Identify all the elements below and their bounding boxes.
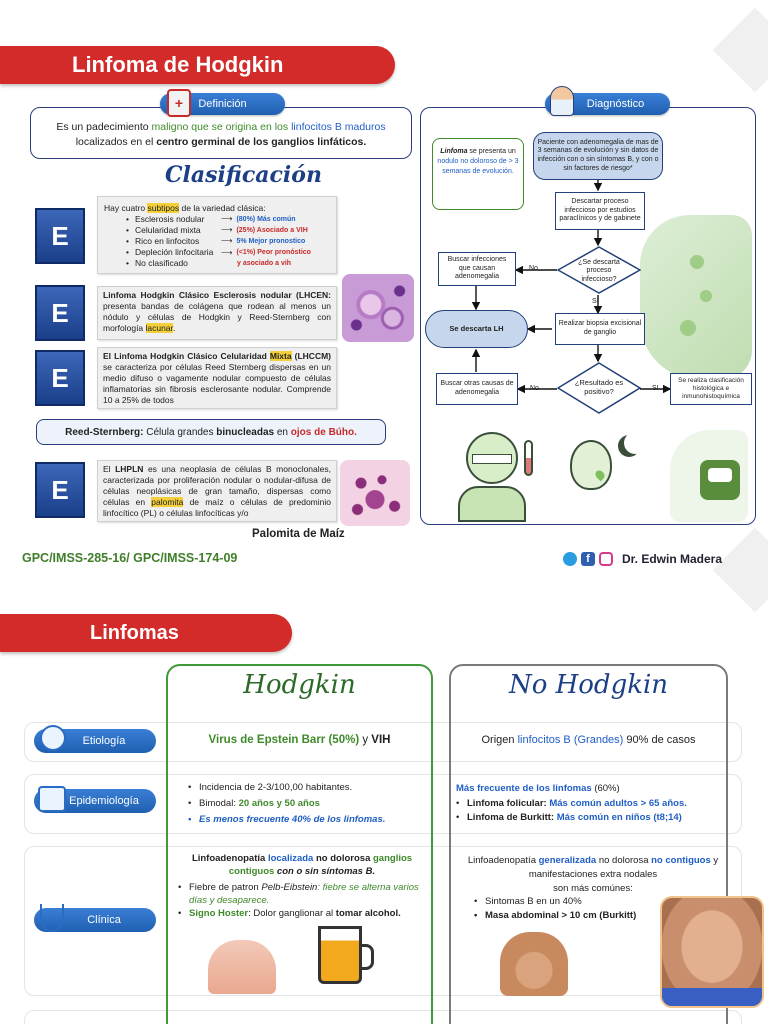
list-item: • Incidencia de 2-3/100,00 habitantes. bbox=[188, 780, 428, 796]
moon-icon bbox=[624, 432, 646, 454]
flow-node-biopsia: Realizar biopsia excisional de ganglio bbox=[555, 313, 645, 345]
subtype-item: • Esclerosis nodular ⟶ (80%) Más común bbox=[126, 214, 296, 225]
popcorn-caption: Palomita de Maíz bbox=[252, 528, 345, 540]
list-item: • Sintomas B en un 40% bbox=[474, 895, 728, 909]
evidence-badge: E bbox=[35, 462, 85, 518]
page-title: Linfoma de Hodgkin bbox=[72, 52, 284, 77]
flow-si-label: SI bbox=[592, 298, 599, 305]
neck-mass-illustration bbox=[500, 932, 568, 996]
subtype-item: • Depleción linfocitaria ⟶ (<1%) Peor pronóstico bbox=[126, 247, 311, 258]
flow-decision-infeccioso bbox=[557, 246, 641, 294]
list-item: • Es menos frecuente 40% de los linfomas. bbox=[188, 812, 428, 828]
beer-handle bbox=[360, 944, 374, 970]
virus-icon bbox=[40, 725, 66, 751]
lhcen-box: Linfoma Hodgkin Clásico Esclerosis nodular (LHCEN: presenta bandas de colágena que rodean al menos un nódulo y células de Hodgkin y Reed-Sternberg con morfología lacunar. bbox=[97, 286, 337, 340]
subtype-item: • No clasificado y asociado a vih bbox=[126, 258, 292, 269]
etiologia-hodgkin: Virus de Epstein Barr (50%) y VIH bbox=[208, 734, 391, 746]
title-banner-linfomas bbox=[0, 614, 292, 652]
instagram-icon[interactable] bbox=[599, 552, 613, 566]
flow-node-descartar: Descartar proceso infeccioso por estudios paraclínicos y de gabinete bbox=[555, 192, 645, 230]
flow-node-otras-causas: Buscar otras causas de adenomegalia bbox=[436, 373, 518, 405]
beer-mug-icon bbox=[318, 926, 362, 984]
flow-si-label: SI bbox=[652, 385, 659, 392]
flow-decision-resultado bbox=[557, 362, 641, 414]
thermometer-icon bbox=[524, 440, 533, 476]
classification-title: Clasificación bbox=[165, 162, 322, 188]
flow-node-clasificacion: Se realiza clasificación histológica e inmunohistoquímica bbox=[670, 373, 752, 405]
list-item: • Fiebre de patron Pelb-Eibstein: fiebre se alterna varios días y desaparece. bbox=[178, 881, 426, 908]
sick-person-illustration bbox=[458, 432, 528, 522]
evidence-badge: E bbox=[35, 285, 85, 341]
row-label-text: Epidemiología bbox=[69, 795, 139, 807]
epidemiologia-hodgkin bbox=[188, 780, 428, 828]
flow-decision-text: ¿Se descarta proceso infeccioso? bbox=[578, 259, 620, 283]
neck-nodes-illustration bbox=[208, 940, 276, 994]
subtype-item: • Celularidad mixta ⟶ (25%) Asociado a VIH bbox=[126, 225, 308, 236]
section-title: Linfomas bbox=[90, 621, 179, 644]
list-item: • Masa abdominal > 10 cm (Burkitt) bbox=[474, 909, 728, 923]
list-item: • Bimodal: 20 años y 50 años bbox=[188, 796, 428, 812]
subtype-item: • Rico en linfocitos ⟶ 5% Mejor pronostico bbox=[126, 236, 306, 247]
histology-image-popcorn bbox=[340, 460, 410, 526]
row-label-text: Etiología bbox=[82, 735, 126, 747]
clipboard-icon: + bbox=[167, 89, 191, 117]
clinica-nh-subhead: son más comúnes: bbox=[553, 882, 633, 894]
column-header-hodgkin: Hodgkin bbox=[243, 670, 356, 700]
weight-scale-illustration bbox=[670, 430, 748, 522]
def-text-maligno: maligno que se origina en los bbox=[151, 121, 292, 133]
epidemiologia-no-hodgkin: Más frecuente de los linfomas (60%) • Linfoma folicular: Más común adultos > 65 años. • Linfoma de Burkitt: Más común en niños (t8;14) bbox=[456, 782, 726, 826]
flow-decision-text: ¿Resultado es positivo? bbox=[574, 378, 624, 396]
clinica-hodgkin: Linfoadenopatía localizada no dolorosa ganglios contiguos con o sin síntomas B. • Fiebre de patron Pelb-Eibstein: fiebre se alterna varios días y desaparece. • Signo Hoster: Dolor ganglionar al tomar alcohol. bbox=[178, 852, 426, 920]
etiologia-no-hodgkin: Origen linfocitos B (Grandes) 90% de casos bbox=[481, 734, 696, 746]
author-name: Dr. Edwin Madera bbox=[622, 552, 723, 566]
flow-no-label: No bbox=[530, 385, 539, 392]
lhccm-box: El Linfoma Hodgkin Clásico Celularidad Mixta (LHCCM) se caracteriza por células Reed Sternberg dispersas en un medio difuso o vagamente nodular compuesto de células inflamatorias sin fibrosis esclerosante nodular. Comprende 10 a 25% de todos bbox=[97, 347, 337, 409]
evidence-badge: E bbox=[35, 350, 85, 406]
diagnostico-label-text: Diagnóstico bbox=[586, 98, 645, 110]
subtypes-box bbox=[97, 196, 337, 274]
column-hodgkin bbox=[166, 664, 433, 1024]
sweating-head-illustration bbox=[570, 440, 612, 490]
flow-note-linfoma: Linfoma se presenta un nodulo no doloroso de > 3 semanas de evolución. bbox=[432, 138, 524, 210]
abdominal-mass-photo bbox=[660, 896, 764, 1008]
flow-node-paciente: Paciente con adenomegalia de mas de 3 semanas de evolución y sin datos de infección con o sin síntomas B, y con o sin factores de riesgo* bbox=[533, 132, 663, 180]
column-header-no-hodgkin: No Hodgkin bbox=[508, 670, 669, 700]
facebook-icon[interactable]: f bbox=[581, 552, 595, 566]
population-icon bbox=[38, 786, 66, 812]
flow-node-buscar-infecciones: Buscar infecciones que causan adenomegalia bbox=[438, 252, 516, 286]
title-banner-hodgkin bbox=[0, 46, 395, 84]
bg-diamond-decoration bbox=[713, 528, 768, 613]
lhpln-box: El LHPLN es una neoplasia de células B monoclonales, caracterizada por proliferación nodular o nodular-difusa de células neoplásicas de gran tamaño, dispersas como células en palomita de maíz o células de predominio linfocítico (PL) o células linfocíticas y/o bbox=[97, 460, 337, 522]
subtypes-intro: Hay cuatro subtipos de la variedad clásica: bbox=[104, 203, 266, 213]
row-label-text: Clínica bbox=[87, 914, 121, 926]
flow-no-label: No bbox=[529, 265, 538, 272]
list-item: • Linfoma de Burkitt: Más común en niños (t8;14) bbox=[456, 811, 726, 826]
def-text-centro: centro germinal de los ganglios linfáticos. bbox=[156, 136, 367, 149]
definition-label-text: Definición bbox=[198, 98, 247, 110]
twitter-icon[interactable] bbox=[563, 552, 577, 566]
def-text-linfocitos: linfocitos B maduros bbox=[291, 121, 386, 133]
gpc-reference: GPC/IMSS-285-16/ GPC/IMSS-174-09 bbox=[22, 551, 238, 565]
reed-sternberg-box: Reed-Sternberg: Célula grandes binucleadas en ojos de Búho. bbox=[36, 419, 386, 445]
list-item: • Signo Hoster: Dolor ganglionar al tomar alcohol. bbox=[178, 907, 426, 920]
stethoscope-icon bbox=[40, 904, 64, 932]
def-text: localizados en el bbox=[75, 136, 157, 149]
list-item: • Linfoma folicular: Más común adultos > 65 años. bbox=[456, 797, 726, 812]
histology-image-lacunar bbox=[342, 274, 414, 342]
bg-diamond-decoration bbox=[713, 8, 768, 93]
def-text: Es un padecimiento bbox=[56, 121, 152, 133]
subtype-list bbox=[126, 214, 330, 269]
clinica-no-hodgkin: Linfoadenopatía generalizada no dolorosa no contiguos y manifestaciones extra nodales son más comúnes: • Sintomas B en un 40% • Masa abdominal > 10 cm (Burkitt) bbox=[458, 854, 728, 923]
evidence-badge: E bbox=[35, 208, 85, 264]
flow-node-descarta-lh: Se descarta LH bbox=[425, 310, 528, 348]
